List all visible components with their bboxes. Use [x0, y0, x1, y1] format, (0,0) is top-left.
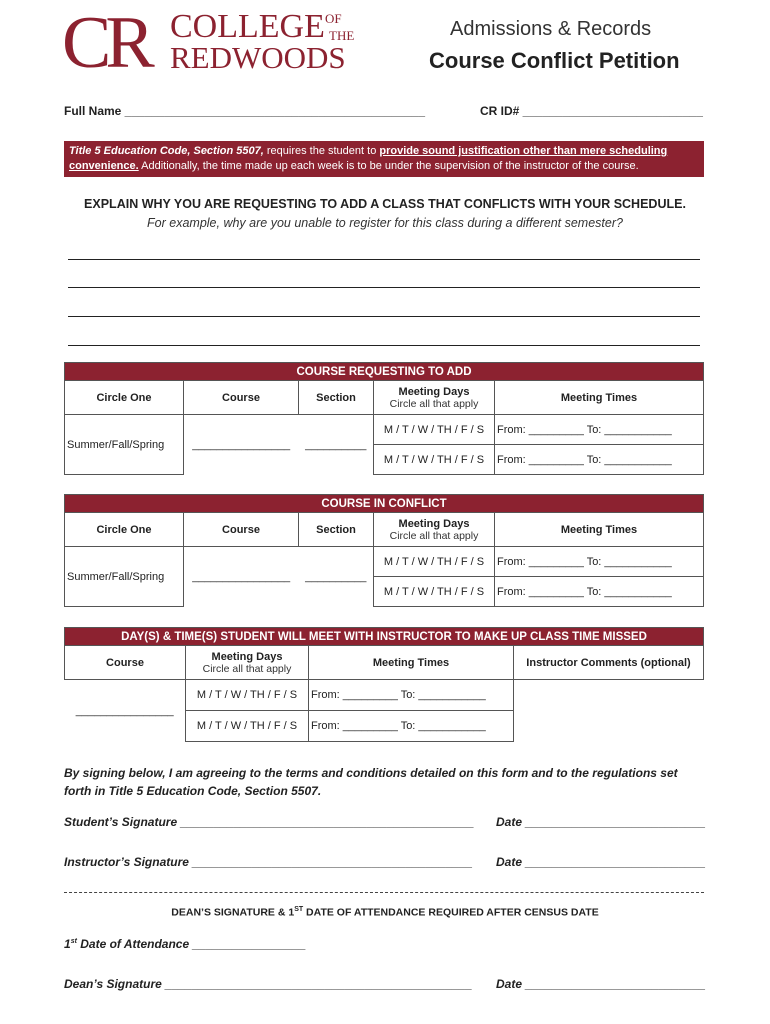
divider: [64, 892, 704, 893]
meeting-days-2[interactable]: M / T / W / TH / F / S: [374, 577, 495, 607]
meeting-times-2[interactable]: From: _________ To: ___________: [495, 445, 704, 475]
explain-heading: EXPLAIN WHY YOU ARE REQUESTING TO ADD A CLASS THAT CONFLICTS WITH YOUR SCHEDULE.: [84, 197, 686, 211]
col-meeting-days-sub: Circle all that apply: [389, 529, 479, 542]
course-input[interactable]: ________________: [75, 704, 174, 717]
instructor-comments[interactable]: [514, 680, 704, 742]
student-signature-field[interactable]: Student’s Signature ____________________________________________: [64, 815, 475, 829]
dean-date-field[interactable]: Date ___________________________: [496, 977, 706, 991]
col-meeting-days-label: Meeting Days: [211, 650, 283, 663]
course-add-title: COURSE REQUESTING TO ADD: [65, 363, 704, 381]
answer-line-2[interactable]: [68, 287, 700, 288]
student-date-field[interactable]: Date ___________________________: [496, 815, 706, 829]
first-date-b: Date of Attendance _________________: [76, 937, 306, 951]
answer-line-3[interactable]: [68, 316, 700, 317]
col-meeting-times: Meeting Times: [495, 381, 704, 415]
meeting-times-2[interactable]: From: _________ To: ___________: [495, 577, 704, 607]
dean-note-b: DATE OF ATTENDANCE REQUIRED AFTER CENSUS DATE: [303, 906, 599, 919]
logo-cr: CR: [62, 2, 149, 84]
col-meeting-days: [374, 513, 495, 547]
meeting-times-1[interactable]: From: _________ To: ___________: [309, 680, 514, 711]
dean-note-sup: ST: [294, 906, 304, 913]
logo-redwoods: REDWOODS: [170, 40, 346, 75]
col-meeting-times: Meeting Times: [495, 513, 704, 547]
col-circle-one: Circle One: [65, 513, 184, 547]
notice-banner: [64, 141, 704, 177]
instructor-signature-field[interactable]: Instructor’s Signature __________________________________________: [64, 855, 473, 869]
first-date-sup: st: [70, 938, 77, 945]
term-select[interactable]: Summer/Fall/Spring: [65, 547, 184, 607]
instructor-date-field[interactable]: Date ___________________________: [496, 855, 706, 869]
meeting-days-2[interactable]: M / T / W / TH / F / S: [374, 445, 495, 475]
term-select[interactable]: Summer/Fall/Spring: [65, 415, 184, 475]
col-instructor-comments: Instructor Comments (optional): [514, 646, 704, 680]
col-course: Course: [65, 646, 186, 680]
col-meeting-days-label: Meeting Days: [398, 385, 470, 398]
dean-note-a: DEAN’S SIGNATURE & 1: [171, 906, 295, 919]
makeup-table: [64, 627, 704, 742]
answer-line-4[interactable]: [68, 345, 700, 346]
section-input[interactable]: __________: [305, 570, 367, 583]
terms-statement: By signing below, I am agreeing to the terms and conditions detailed on this form and to the regulations set forth in Title 5 Education Code, Section 5507.: [64, 766, 678, 798]
col-meeting-days: [374, 381, 495, 415]
course-input[interactable]: ________________: [192, 570, 291, 583]
page-title: Course Conflict Petition: [429, 48, 680, 73]
col-meeting-days: [186, 646, 309, 680]
department-name: Admissions & Records: [450, 18, 652, 40]
notice-citation: Title 5 Education Code, Section 5507,: [69, 145, 264, 157]
col-course: Course: [184, 381, 299, 415]
course-input[interactable]: ________________: [192, 438, 291, 451]
first-attendance-field[interactable]: [64, 937, 306, 951]
dean-note: [0, 906, 770, 919]
meeting-times-1[interactable]: From: _________ To: ___________: [495, 547, 704, 577]
meeting-days-1[interactable]: M / T / W / TH / F / S: [374, 547, 495, 577]
meeting-times-2[interactable]: From: _________ To: ___________: [309, 711, 514, 742]
meeting-times-1[interactable]: From: _________ To: ___________: [495, 415, 704, 445]
first-date-a: 1: [64, 937, 71, 951]
full-name-field[interactable]: Full Name _____________________________________________: [64, 104, 426, 118]
meeting-days-1[interactable]: M / T / W / TH / F / S: [186, 680, 309, 711]
col-meeting-days-label: Meeting Days: [398, 517, 470, 530]
col-course: Course: [184, 513, 299, 547]
col-circle-one: Circle One: [65, 381, 184, 415]
crid-field[interactable]: CR ID# ___________________________: [480, 104, 703, 118]
logo-the: THE: [329, 28, 355, 43]
answer-line-1[interactable]: [68, 259, 700, 260]
logo-college: COLLEGE: [170, 8, 325, 45]
explain-example: For example, why are you unable to register for this class during a different semester?: [147, 216, 623, 230]
makeup-title: DAY(S) & TIME(S) STUDENT WILL MEET WITH INSTRUCTOR TO MAKE UP CLASS TIME MISSED: [65, 628, 704, 646]
section-input[interactable]: __________: [305, 438, 367, 451]
notice-text-b: Additionally, the time made up each week is to be under the supervision of the instructor of the course.: [138, 160, 639, 172]
notice-text-a: requires the student to: [263, 145, 380, 157]
col-meeting-times: Meeting Times: [309, 646, 514, 680]
course-add-table: [64, 362, 704, 475]
logo-of: OF: [325, 11, 342, 26]
col-meeting-days-sub: Circle all that apply: [389, 397, 479, 410]
course-conflict-table: [64, 494, 704, 607]
col-section: Section: [299, 381, 374, 415]
col-meeting-days-sub: Circle all that apply: [202, 662, 292, 675]
dean-signature-field[interactable]: Dean’s Signature ______________________________________________: [64, 977, 473, 991]
notice-emphasis: provide sound justification other than mere scheduling convenience.: [69, 145, 668, 172]
meeting-days-2[interactable]: M / T / W / TH / F / S: [186, 711, 309, 742]
col-section: Section: [299, 513, 374, 547]
meeting-days-1[interactable]: M / T / W / TH / F / S: [374, 415, 495, 445]
course-conflict-title: COURSE IN CONFLICT: [65, 495, 704, 513]
